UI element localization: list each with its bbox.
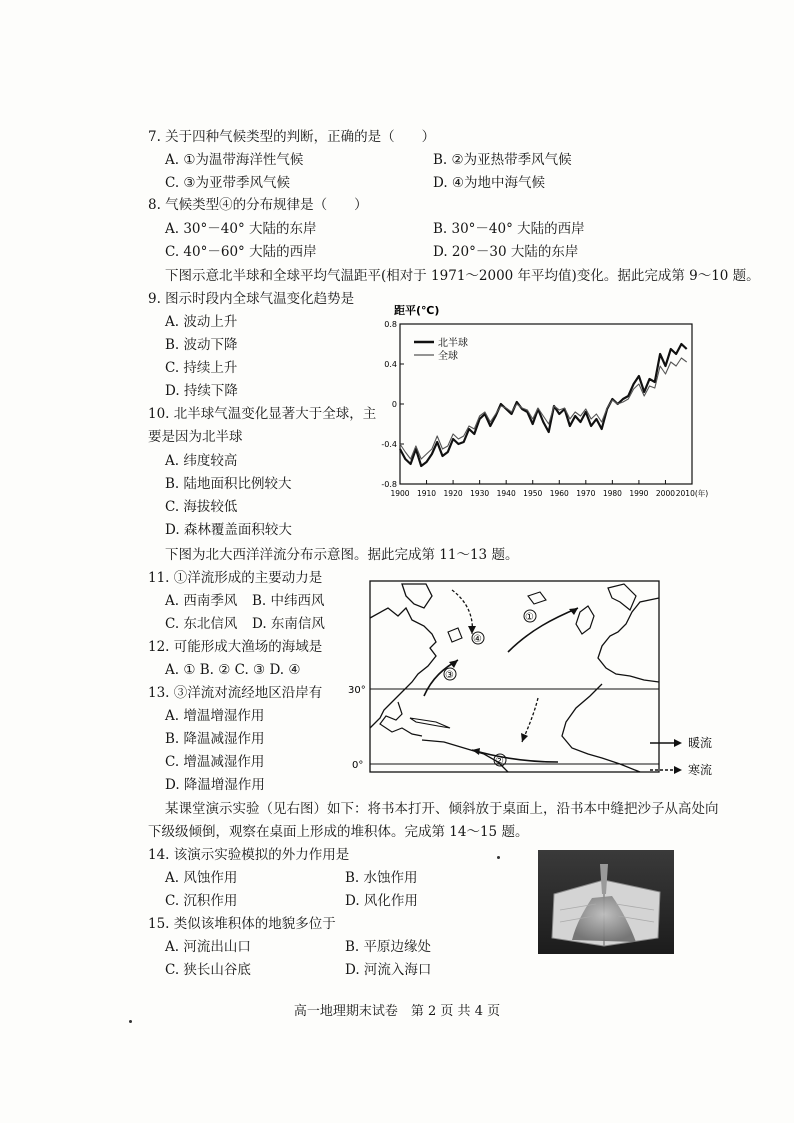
africa-coast: [562, 684, 640, 772]
q13-option-d: D. 降温增湿作用: [165, 777, 265, 793]
q15-option-c: C. 狭长山谷底: [165, 962, 251, 978]
q13-option-b: B. 降温减湿作用: [165, 731, 265, 747]
q10-option-c: C. 海拔较低: [165, 499, 238, 515]
greenland: [402, 584, 432, 608]
q13-stem: 13. ③洋流对流经地区沿岸有: [148, 685, 323, 701]
x-tick-label: 1920: [443, 489, 463, 498]
scan-speck: [129, 1020, 132, 1023]
q8-option-c: C. 40°－60° 大陆的西岸: [165, 244, 317, 260]
cuba: [410, 718, 450, 728]
series-line-global: [400, 358, 687, 459]
current-1: [508, 608, 578, 652]
q14-option-a: A. 风蚀作用: [165, 870, 238, 886]
q7-option-d: D. ④为地中海气候: [433, 175, 546, 191]
x-tick-label: 2010(年): [675, 489, 709, 498]
q9-option-a: A. 波动上升: [165, 314, 238, 330]
q11-option-a: A. 西南季风: [165, 593, 238, 609]
q15-option-a: A. 河流出山口: [165, 939, 251, 955]
legend-warm-label: 暖流: [688, 736, 713, 750]
british-isles: [576, 606, 594, 634]
q7-option-a: A. ①为温带海洋性气候: [165, 152, 304, 168]
map-frame: [370, 581, 659, 772]
q11-option-d: D. 东南信风: [252, 616, 325, 632]
temperature-anomaly-chart: [372, 300, 709, 505]
north-america-coast: [370, 608, 436, 728]
q14-option-b: B. 水蚀作用: [345, 870, 418, 886]
x-tick-label: 1930: [470, 489, 490, 498]
q10-stem-line2: 要是因为北半球: [148, 429, 243, 445]
q12-stem: 12. 可能形成大渔场的海域是: [148, 639, 323, 655]
lat-0-label: 0°: [352, 760, 364, 771]
q7-stem: 7. 关于四种气候类型的判断，正确的是（ ）: [148, 129, 436, 145]
legend-cold-label: 寒流: [688, 763, 713, 777]
x-tick-label: 1940: [496, 489, 516, 498]
q7-option-b: B. ②为亚热带季风气候: [433, 152, 572, 168]
q10-option-b: B. 陆地面积比例较大: [165, 476, 292, 492]
q10-stem-line1: 10. 北半球气温变化显著大于全球，主: [148, 406, 377, 422]
q14-stem: 14. 该演示实验模拟的外力作用是: [148, 847, 350, 863]
x-tick-label: 1990: [629, 489, 649, 498]
y-tick-label: 0.4: [384, 360, 397, 369]
current-4: [452, 590, 484, 645]
europe-coast: [598, 598, 659, 682]
x-tick-label: 1910: [416, 489, 437, 498]
q9-option-b: B. 波动下降: [165, 337, 238, 353]
x-tick-label: 1960: [549, 489, 569, 498]
q7-option-c: C. ③为亚带季风气候: [165, 175, 291, 191]
x-tick-label: 1950: [523, 489, 543, 498]
chart-legend: [414, 336, 468, 362]
q11-stem: 11. ①洋流形成的主要动力是: [148, 570, 323, 586]
q11-option-b: B. 中纬西风: [252, 593, 325, 609]
current-3-label: ③: [445, 670, 454, 681]
q8-stem: 8. 气候类型④的分布规律是（ ）: [148, 197, 368, 213]
legend-nh-label: 北半球: [438, 338, 468, 349]
x-tick-label: 1900: [390, 489, 410, 498]
y-tick-label: 0.8: [384, 320, 397, 329]
x-tick-label: 1980: [602, 489, 622, 498]
intro-9-10: 下图示意北半球和全球平均气温距平(相对于 1971～2000 年平均值)变化。据此完成第 9～10 题。: [165, 268, 760, 284]
q9-option-d: D. 持续下降: [165, 383, 238, 399]
q8-option-b: B. 30°－40° 大陆的西岸: [433, 221, 585, 237]
atlantic-current-map: [340, 578, 725, 778]
q12-options: A. ① B. ② C. ③ D. ④: [165, 662, 301, 678]
iceland: [528, 592, 546, 604]
q15-stem: 15. 类似该堆积体的地貌多位于: [148, 916, 336, 932]
intro-14-15-line2: 下级级倾倒，观察在桌面上形成的堆积体。完成第 14～15 题。: [148, 824, 529, 840]
chart-y-ticks: [381, 320, 404, 489]
q15-option-b: B. 平原边缘处: [345, 939, 432, 955]
series-line-northern-hemisphere: [400, 344, 687, 466]
q13-option-a: A. 增温增湿作用: [165, 708, 265, 724]
canary-current: [521, 698, 538, 742]
x-tick-label: 1970: [576, 489, 596, 498]
page-footer: 高一地理期末试卷 第 2 页 共 4 页: [293, 1004, 501, 1019]
current-2-label: ②: [495, 756, 504, 767]
scan-speck: [497, 856, 500, 859]
legend-global-label: 全球: [438, 351, 458, 362]
current-4-label: ④: [473, 634, 482, 645]
q11-option-c: C. 东北信风: [165, 616, 238, 632]
current-1-label: ①: [525, 612, 534, 623]
q15-option-d: D. 河流入海口: [345, 962, 432, 978]
q8-option-a: A. 30°－40° 大陆的东岸: [165, 221, 317, 237]
x-tick-label: 2000: [655, 489, 676, 498]
y-tick-label: -0.4: [381, 440, 397, 449]
chart-series: [400, 344, 687, 466]
y-tick-label: -0.8: [381, 480, 397, 489]
intro-14-15-line1: 某课堂演示实验（见右图）如下：将书本打开、倾斜放于桌面上，沿书本中缝把沙子从高处向: [165, 801, 719, 817]
q14-option-c: C. 沉积作用: [165, 893, 238, 909]
q10-option-d: D. 森林覆盖面积较大: [165, 522, 292, 538]
scandinavia: [608, 584, 636, 610]
q14-option-d: D. 风化作用: [345, 893, 418, 909]
intro-11-13: 下图为北大西洋洋流分布示意图。据此完成第 11～13 题。: [165, 547, 519, 563]
q8-option-d: D. 20°－30 大陆的东岸: [433, 244, 579, 260]
sand-experiment-photo: [538, 850, 674, 954]
q13-option-c: C. 增温减湿作用: [165, 754, 265, 770]
chart-title: 距平(℃): [394, 304, 440, 317]
chart-x-ticks: [390, 480, 708, 498]
q10-option-a: A. 纬度较高: [165, 453, 238, 469]
q9-option-c: C. 持续上升: [165, 360, 238, 376]
newfoundland: [448, 628, 462, 642]
lat-30-label: 30°: [348, 685, 366, 696]
q9-stem: 9. 图示时段内全球气温变化趋势是: [148, 291, 355, 307]
y-tick-label: 0: [391, 400, 397, 409]
